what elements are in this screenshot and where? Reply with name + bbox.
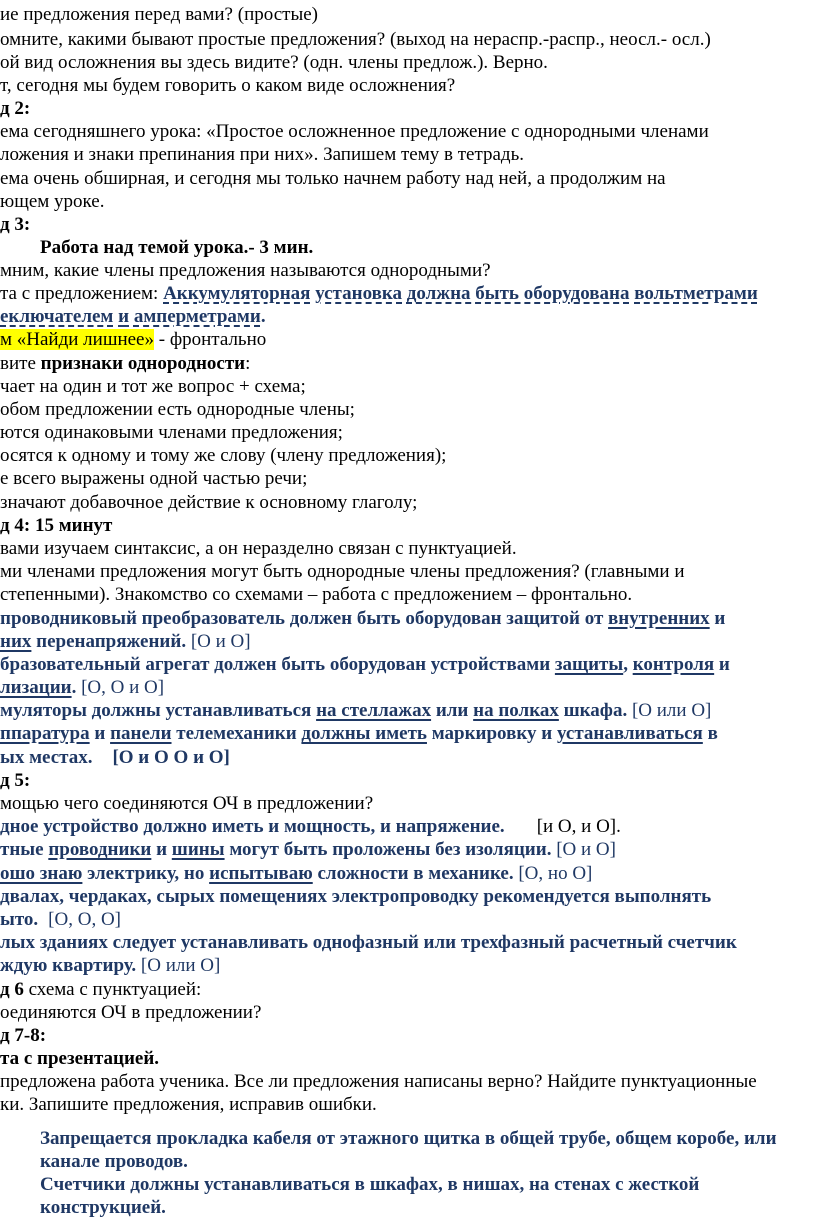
text-line: ие предложения перед вами? (простые)	[0, 4, 318, 25]
list-item: е всего выражены одной частью речи;	[0, 468, 308, 489]
scheme: [О, О и О]	[81, 677, 165, 698]
exercise-sentence: конструкцией.	[40, 1197, 166, 1218]
underlined-member: должна быть оборудована	[406, 283, 630, 304]
underlined-member: установка	[315, 283, 403, 304]
text-line: предложена работа ученика. Все ли предложения написаны верно? Найдите пунктуационные	[0, 1071, 757, 1092]
exercise-sentence: Счетчики должны устанавливаться в шкафах, в нишах, на стенах с жесткой	[40, 1174, 700, 1195]
underlined-member: еключателем	[0, 306, 114, 327]
underlined-member: и	[118, 306, 130, 327]
example-sentence-line: бразовательный агрегат должен быть оборудован устройствами защиты, контроля и	[0, 654, 730, 675]
text-line: ющем уроке.	[0, 191, 105, 212]
text-line: ложения и знаки препинания при них». Запишем тему в тетрадь.	[0, 144, 524, 165]
list-item: чает на один и тот же вопрос + схема;	[0, 376, 306, 397]
exercise-sentence: Запрещается прокладка кабеля от этажного щитка в общей трубе, общем коробе, или	[40, 1128, 777, 1149]
text-line: степенными). Знакомство со схемами – работа с предложением – фронтально.	[0, 584, 633, 605]
text-line: т, сегодня мы будем говорить о каком виде осложнения?	[0, 75, 456, 96]
section-heading: д 5:	[0, 770, 31, 791]
example-sentence-line: ошо знаю электрику, но испытываю сложности в механике. [О, но О]	[0, 863, 593, 884]
text-line: мним, какие члены предложения называются однородными?	[0, 260, 491, 281]
scheme: [О, О, О]	[48, 909, 121, 930]
example-sentence-line: муляторы должны устанавливаться на стеллажах или на полках шкафа. [О или О]	[0, 700, 712, 721]
text-line: вите признаки однородности:	[0, 353, 251, 374]
text-line: оединяются ОЧ в предложении?	[0, 1002, 262, 1023]
example-sentence-line: ыто. [О, О, О]	[0, 909, 121, 930]
scheme: [и О, и О].	[536, 816, 621, 837]
list-item: обом предложении есть однородные члены;	[0, 399, 355, 420]
section-heading: д 7-8:	[0, 1025, 47, 1046]
example-sentence-line: та с предложением: Аккумуляторная установка должна быть оборудована вольтметрами	[0, 283, 758, 304]
subsection-heading: та с презентацией.	[0, 1048, 160, 1069]
example-sentence-line: ых местах. [О и О О и О]	[0, 747, 230, 768]
list-item: осятся к одному и тому же слову (члену предложения);	[0, 445, 447, 466]
underlined-member: вольтметрами	[634, 283, 758, 304]
text-line: вами изучаем синтаксис, а он неразделно связан с пунктуацией.	[0, 538, 517, 559]
example-sentence-line: тные проводники и шины могут быть проложены без изоляции. [О и О]	[0, 839, 616, 860]
scheme: [О и О]	[190, 631, 251, 652]
example-sentence-line: лых зданиях следует устанавливать однофазный или трехфазный расчетный счетчик	[0, 932, 737, 953]
text-line: ми членами предложения могут быть однородные члены предложения? (главными и	[0, 561, 685, 582]
scheme: [О или О]	[631, 700, 712, 721]
section-heading: д 2:	[0, 98, 31, 119]
subsection-heading: Работа над темой урока.- 3 мин.	[40, 237, 314, 258]
example-sentence-line: дное устройство должно иметь и мощность, и напряжение. [и О, и О].	[0, 816, 621, 837]
scheme: [О и О]	[556, 839, 616, 860]
highlighted-text: м «Найди лишнее»	[0, 329, 154, 350]
section-heading: д 3:	[0, 214, 31, 235]
scheme: [О или О]	[140, 955, 221, 976]
list-item: значают добавочное действие к основному глаголу;	[0, 492, 418, 513]
example-sentence-line: двалах, чердаках, сырых помещениях электропроводку рекомендуется выполнять	[0, 886, 712, 907]
text-line: ой вид осложнения вы здесь видите? (одн. члены предлож.). Верно.	[0, 52, 548, 73]
text-line: м «Найди лишнее» - фронтально	[0, 329, 267, 350]
text-line: ема очень обширная, и сегодня мы только начнем работу над ней, а продолжим на	[0, 168, 666, 189]
underlined-member: Аккумуляторная	[163, 283, 311, 304]
text-line: ема сегодняшнего урока: «Простое осложненное предложение с однородными членами	[0, 121, 709, 142]
list-item: ются одинаковыми членами предложения;	[0, 422, 343, 443]
scheme: [О, но О]	[518, 863, 593, 884]
text-line: омните, какими бывают простые предложения? (выход на нераспр.-распр., неосл.- осл.)	[0, 29, 711, 50]
text-line: мощью чего соединяются ОЧ в предложении?	[0, 793, 374, 814]
text-line: д 6 схема с пунктуацией:	[0, 979, 202, 1000]
example-sentence-line: них перенапряжений. [О и О]	[0, 631, 251, 652]
example-sentence-line: еключателем и амперметрами.	[0, 306, 266, 327]
example-sentence-line: проводниковый преобразователь должен быть оборудован защитой от внутренних и	[0, 608, 726, 629]
underlined-member: амперметрами	[133, 306, 261, 327]
example-sentence-line: ждую квартиру. [О или О]	[0, 955, 221, 976]
section-heading: д 4: 15 минут	[0, 515, 113, 536]
exercise-sentence: канале проводов.	[40, 1151, 188, 1172]
example-sentence-line: лизации. [О, О и О]	[0, 677, 165, 698]
scheme: [О и О О и О]	[112, 747, 230, 768]
text-line: ки. Запишите предложения, исправив ошибки.	[0, 1094, 377, 1115]
example-sentence-line: ппаратура и панели телемеханики должны иметь маркировку и устанавливаться в	[0, 723, 718, 744]
